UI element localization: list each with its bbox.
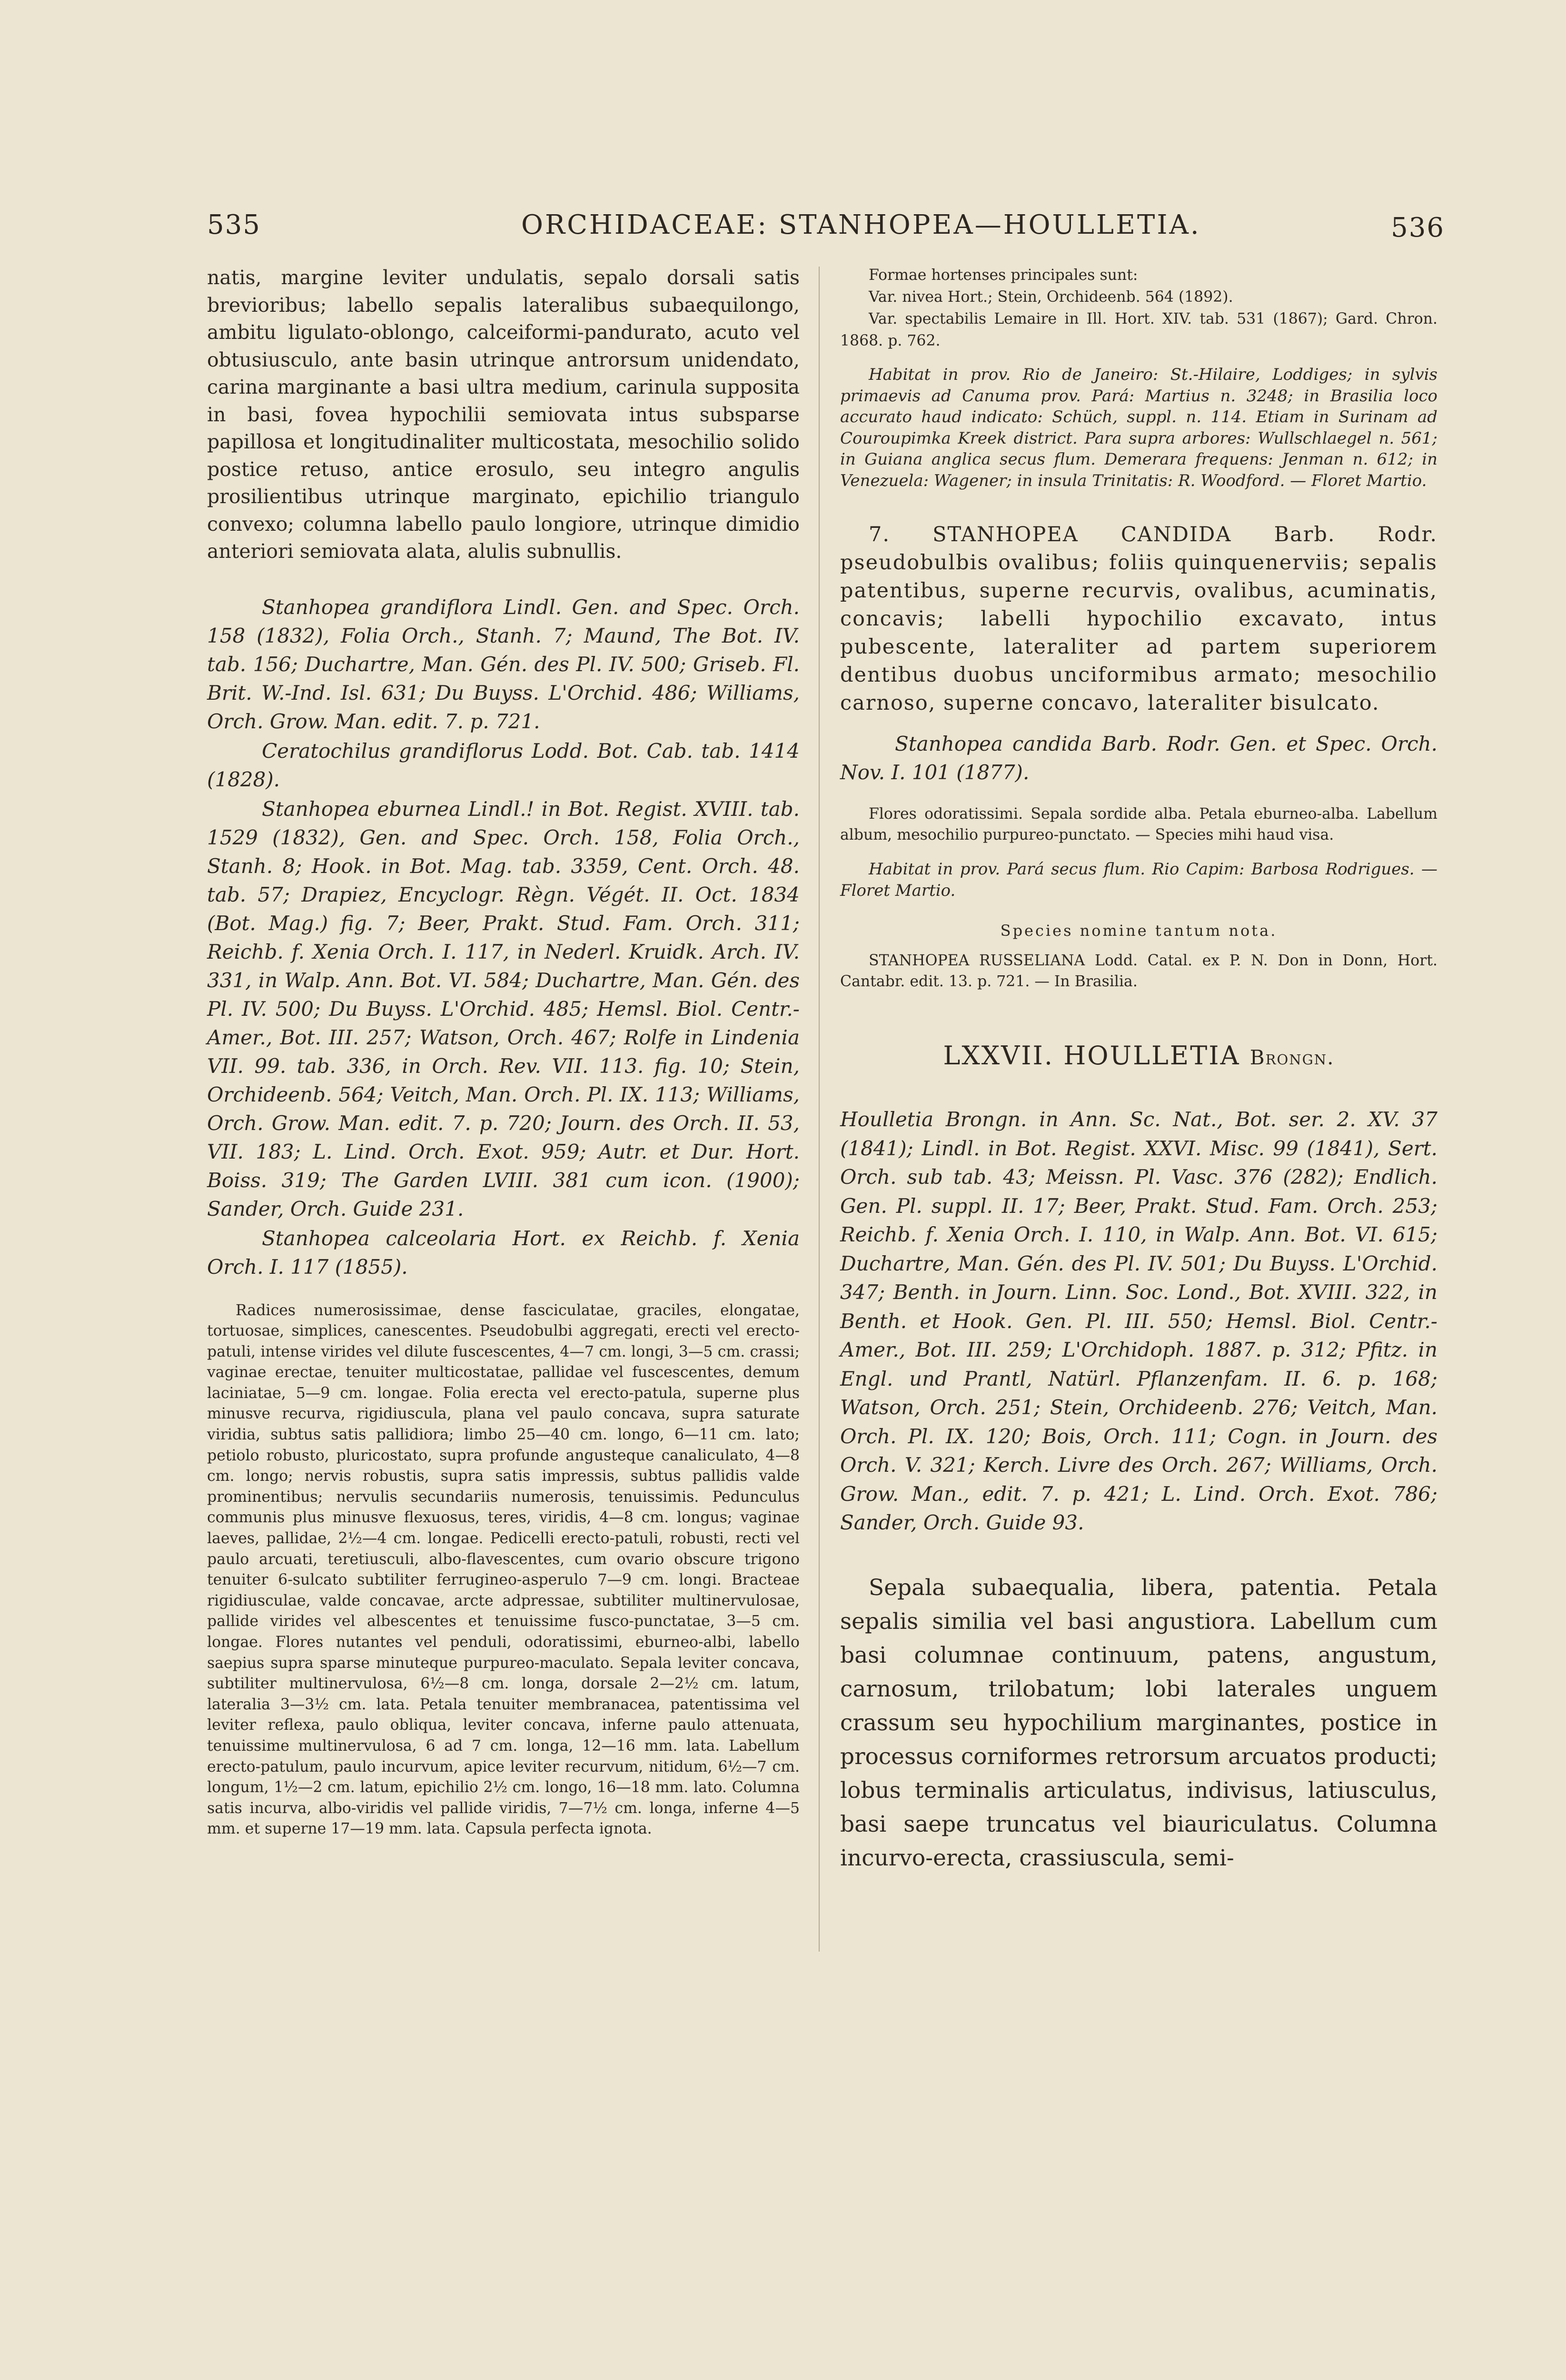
- running-title: ORCHIDACEAE: STANHOPEA—HOULLETIA.: [521, 209, 1201, 240]
- species-russeliana: STANHOPEA RUSSELIANA Lodd. Catal. ex P. N. Don in Donn, Hort. Cantabr. edit. 13. p. 721. — In Brasilia.: [840, 952, 1437, 990]
- variety-nivea: Var. nivea Hort.; Stein, Orchideenb. 564 (1892).: [869, 288, 1233, 306]
- genus-heading-title: LXXVII. HOULLETIA: [943, 1041, 1240, 1071]
- genus-heading-author: Brongn.: [1249, 1046, 1335, 1070]
- genus-description: Sepala subaequalia, libera, patentia. Petala sepalis similia vel basi angustiora. Labellum cum basi columnae continuum, patens, angustum, carnosum, trilobatum; lobi laterales unguem crassum seu hypochilium marginantes, postice in processus corniformes retrorsum arcuatos producti; lobus terminalis articulatus, indivisus, latiusculus, basi saepe truncatus vel biauriculatus. Columna incurvo-erecta, crassiuscula, semi-: [840, 1574, 1437, 1871]
- synonym-eburnea: Stanhopea eburnea Lindl.! in Bot. Regist. XVIII. tab. 1529 (1832), Gen. and Spec. Orch. 158, Folia Orch., Stanh. 8; Hook. in Bot. Mag. tab. 3359, Cent. Orch. 48. tab. 57; Drapiez, Encyclogr. Règn. Végét. II. Oct. 1834 (Bot. Mag.) fig. 7; Beer, Prakt. Stud. Fam. Orch. 311; Reichb. f. Xenia Orch. I. 117, in Nederl. Kruidk. Arch. IV. 331, in Walp. Ann. Bot. VI. 584; Duchartre, Man. Gén. des Pl. IV. 500; Du Buyss. L'Orchid. 485; Hemsl. Biol. Centr.-Amer., Bot. III. 257; Watson, Orch. 467; Rolfe in Lindenia VII. 99. tab. 336, in Orch. Rev. VII. 113. fig. 10; Stein, Orchideenb. 564; Veitch, Man. Orch. Pl. IX. 113; Williams, Orch. Grow. Man. edit. 7. p. 720; Journ. des Orch. II. 53, VII. 183; L. Lind. Orch. Exot. 959; Autr. et Dur. Hort. Boiss. 319; The Garden LVIII. 381 cum icon. (1900); Sander, Orch. Guide 231.: [207, 797, 800, 1220]
- synonym-calceolaria: Stanhopea calceolaria Hort. ex Reichb. f. Xenia Orch. I. 117 (1855).: [207, 1226, 800, 1279]
- genus-heading: [840, 1041, 1437, 1072]
- habitat-grandiflora: Habitat in prov. Rio de Janeiro: St.-Hilaire, Loddiges; in sylvis primaevis ad Canuma prov. Pará: Martius n. 3248; in Brasilia loco accurato haud indicato: Schüch, suppl. n. 114. Etiam in Surinam ad Couroupimka Kreek district. Para supra arbores: Wullschlaegel n. 561; in Guiana anglica secus flum. Demerara frequens: Jenman n. 612; in Venezuela: Wagener; in insula Trinitatis: R. Woodford. — Floret Martio.: [840, 365, 1437, 490]
- synonym-ceratochilus: Ceratochilus grandiflorus Lodd. Bot. Cab. tab. 1414 (1828).: [207, 739, 800, 791]
- detailed-description: Radices numerosissimae, dense fasciculatae, graciles, elongatae, tortuosae, simplices, canescentes. Pseudobulbi aggregati, erecti vel erecto-patuli, intense virides vel dilute fuscescentes, 4—7 cm. longi, 3—5 cm. crassi; vaginae erectae, tenuiter multicostatae, pallidae vel fuscescentes, demum laciniatae, 5—9 cm. longae. Folia erecta vel erecto-patula, superne plus minusve recurva, rigidiuscula, plana vel paulo concava, supra saturate viridia, subtus satis pallidiora; limbo 25—40 cm. longo, 6—11 cm. lato; petiolo robusto, pluricostato, supra profunde angusteque canaliculato, 4—8 cm. longo; nervis robustis, supra satis impressis, subtus pallidis valde prominentibus; nervulis secundariis numerosis, tenuissimis. Pedunculus communis plus minusve flexuosus, teres, viridis, 4—8 cm. longus; vaginae laeves, pallidae, 2½—4 cm. longae. Pedicelli erecto-patuli, robusti, recti vel paulo arcuati, teretiusculi, albo-flavescentes, cum ovario obscure trigono tenuiter 6-sulcato subtiliter ferrugineo-asperulo 7—9 cm. longi. Bracteae rigidiusculae, valde concavae, arcte adpressae, subtiliter multinervulosae, pallide virides vel albescentes et tenuissime fusco-punctatae, 3—5 cm. longae. Flores nutantes vel penduli, odoratissimi, eburneo-albi, labello saepius supra sparse minuteque purpureo-maculato. Sepala leviter concava, subtiliter multinervulosa, 6½—8 cm. longa, dorsale 2—2½ cm. latum, lateralia 3—3½ cm. lata. Petala tenuiter membranacea, patentissima vel leviter reflexa, paulo obliqua, leviter concava, inferne paulo attenuata, tenuissime multinervulosa, 6 ad 7 cm. longa, 12—16 mm. lata. Labellum erecto-patulum, paulo incurvum, apice leviter recurvum, nitidum, 6½—7 cm. longum, 1½—2 cm. latum, epichilio 2½ cm. longo, 16—18 mm. lato. Columna satis incurva, albo-viridis vel pallide viridis, 7—7½ cm. longa, inferne 4—5 mm. et superne 17—19 mm. lata. Capsula perfecta ignota.: [207, 1301, 800, 1838]
- species-candida: 7. STANHOPEA CANDIDA Barb. Rodr. pseudobulbis ovalibus; foliis quinquenerviis; sepalis patentibus, superne recurvis, ovalibus, acuminatis, concavis; labelli hypochilio excavato, intus pubescente, lateraliter ad partem superiorem dentibus duobus unciformibus armato; mesochilio carnoso, superne concavo, lateraliter bisulcato.: [840, 523, 1437, 715]
- left-column: [207, 264, 800, 1840]
- page-number-right: 536: [1391, 212, 1445, 243]
- page-number-left: 535: [207, 209, 261, 240]
- variety-spectabilis: Var. spectabilis Lemaire in Ill. Hort. XIV. tab. 531 (1867); Gard. Chron. 1868. p. 762.: [840, 310, 1437, 349]
- column-divider: [819, 267, 820, 1952]
- species-description-continued: natis, margine leviter undulatis, sepalo dorsali satis brevioribus; labello sepalis lateralibus subaequilongo, ambitu ligulato-oblongo, calceiformi-pandurato, acuto vel obtusiusculo, ante basin utrinque antrorsum unidendato, carina marginante a basi ultra medium, carinula supposita in basi, fovea hypochilii semiovata intus subsparse papillosa et longitudinaliter multicostata, mesochilio solido postice retuso, antice erosulo, seu integro angulis prosilientibus utrinque marginato, epichilio triangulo convexo; columna labello paulo longiore, utrinque dimidio anteriori semiovata alata, alulis subnullis.: [207, 266, 800, 563]
- genus-references: Houlletia Brongn. in Ann. Sc. Nat., Bot. ser. 2. XV. 37 (1841); Lindl. in Bot. Regist. XXVI. Misc. 99 (1841), Sert. Orch. sub tab. 43; Meissn. Pl. Vasc. 376 (282); Endlich. Gen. Pl. suppl. II. 17; Beer, Prakt. Stud. Fam. Orch. 253; Reichb. f. Xenia Orch. I. 110, in Walp. Ann. Bot. VI. 615; Duchartre, Man. Gén. des Pl. IV. 501; Du Buyss. L'Orchid. 347; Benth. in Journ. Linn. Soc. Lond., Bot. XVIII. 322, in Benth. et Hook. Gen. Pl. III. 550; Hemsl. Biol. Centr.-Amer., Bot. III. 259; L'Orchidoph. 1887. p. 312; Pfitz. in Engl. und Prantl, Natürl. Pflanzenfam. II. 6. p. 168; Watson, Orch. 251; Stein, Orchideenb. 276; Veitch, Man. Orch. Pl. IX. 120; Bois, Orch. 111; Cogn. in Journ. des Orch. V. 321; Kerch. Livre des Orch. 267; Williams, Orch. Grow. Man., edit. 7. p. 421; L. Lind. Orch. Exot. 786; Sander, Orch. Guide 93.: [840, 1108, 1437, 1535]
- right-column: [840, 264, 1437, 1875]
- synonym-grandiflora: Stanhopea grandiflora Lindl. Gen. and Spec. Orch. 158 (1832), Folia Orch., Stanh. 7; Maund, The Bot. IV. tab. 156; Duchartre, Man. Gén. des Pl. IV. 500; Griseb. Fl. Brit. W.-Ind. Isl. 631; Du Buyss. L'Orchid. 486; Williams, Orch. Grow. Man. edit. 7. p. 721.: [207, 595, 800, 733]
- running-header: [207, 209, 1445, 252]
- formae-intro: Formae hortenses principales sunt:: [869, 267, 1138, 284]
- synonym-candida: Stanhopea candida Barb. Rodr. Gen. et Spec. Orch. Nov. I. 101 (1877).: [840, 732, 1437, 784]
- flores-candida: Flores odoratissimi. Sepala sordide alba. Petala eburneo-alba. Labellum album, mesochilio purpureo-punctato. — Species mihi haud visa.: [840, 805, 1437, 843]
- habitat-candida: Habitat in prov. Pará secus flum. Rio Capim: Barbosa Rodrigues. — Floret Martio.: [840, 860, 1437, 900]
- species-nomine-heading: Species nomine tantum nota.: [1000, 922, 1278, 940]
